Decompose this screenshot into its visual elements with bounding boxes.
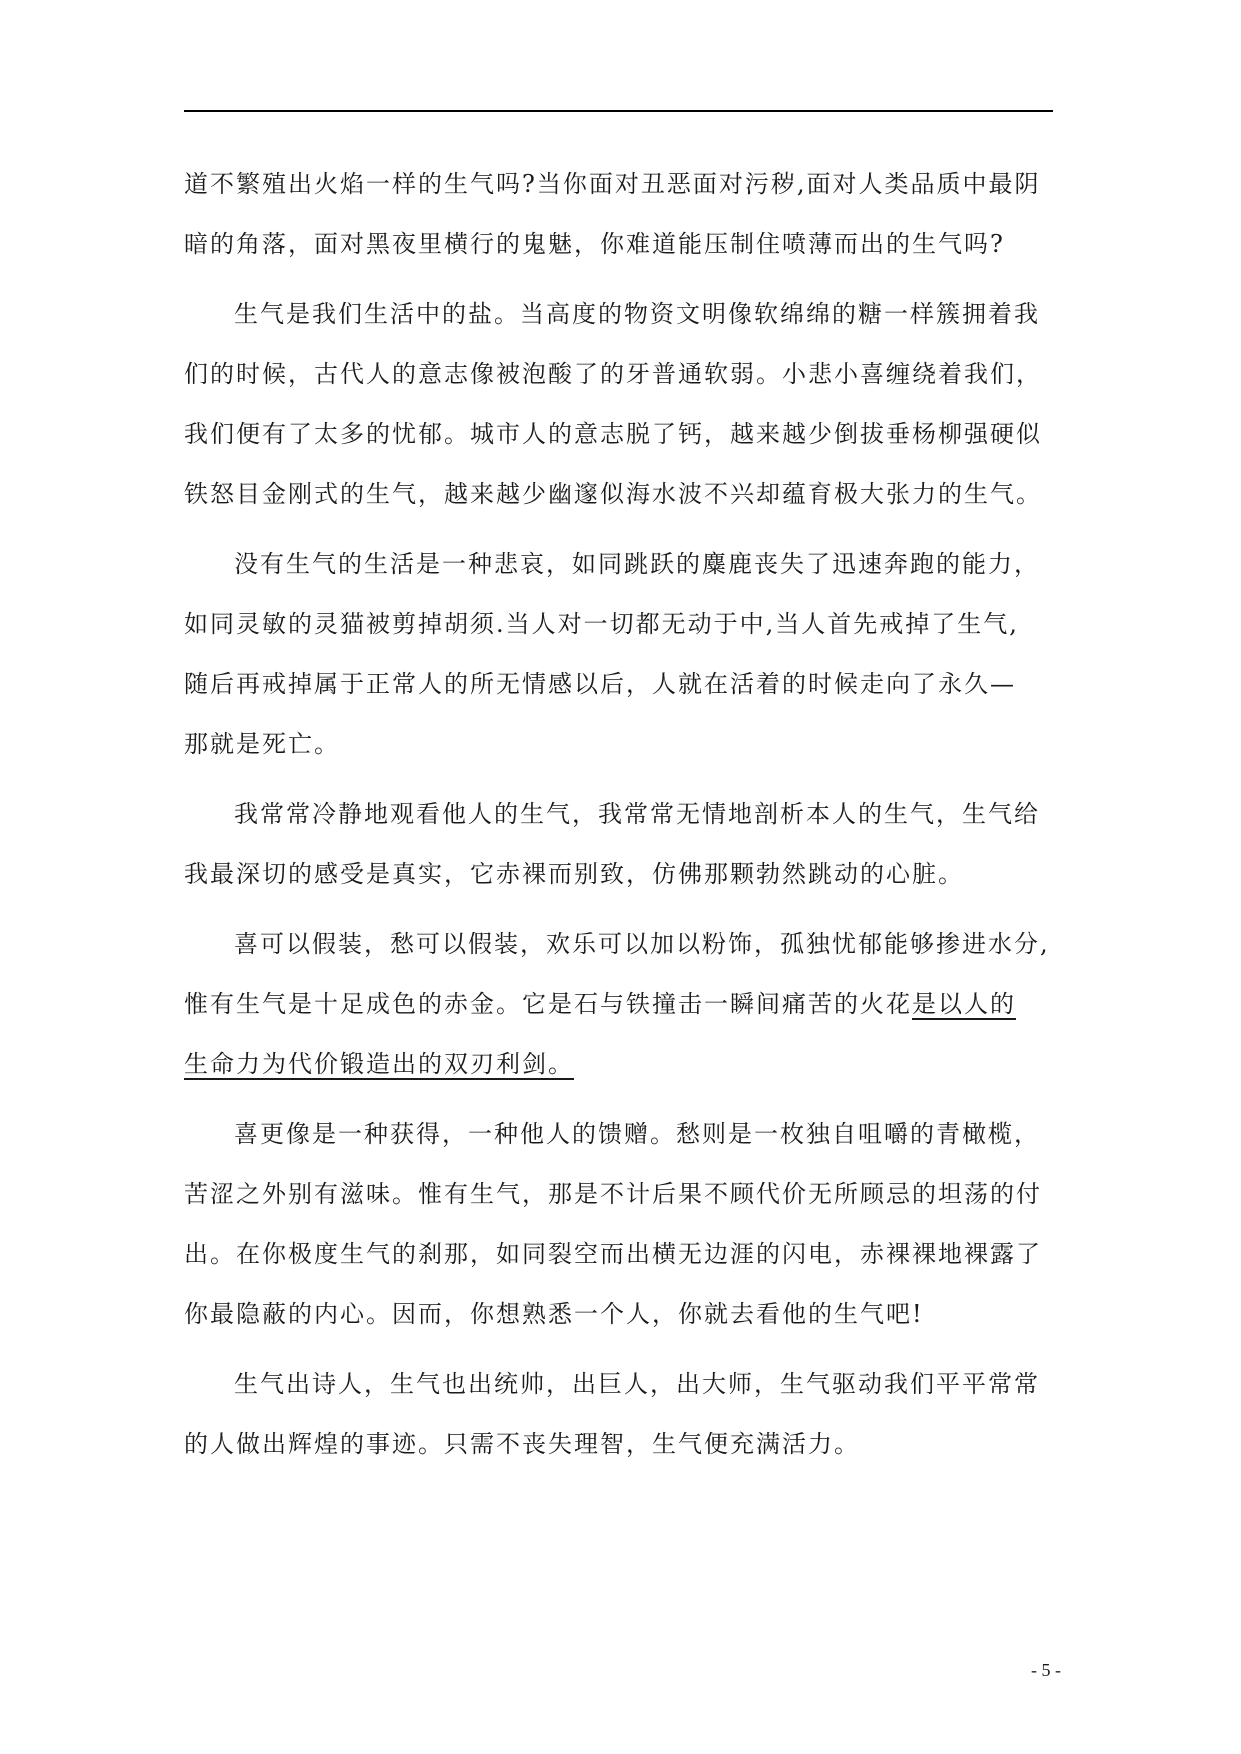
text-line: 生气出诗人，生气也出统帅，出巨人，出大师，生气驱动我们平平常常: [234, 1370, 1040, 1398]
text-line: 苦涩之外别有滋味。惟有生气，那是不计后果不顾代价无所顾忌的坦荡的付: [184, 1180, 1042, 1208]
text-line: 没有生气的生活是一种悲哀，如同跳跃的麋鹿丧失了迅速奔跑的能力，: [234, 550, 1040, 578]
text-line: 喜更像是一种获得，一种他人的馈赠。愁则是一枚独自咀嚼的青橄榄，: [234, 1120, 1040, 1148]
text-line: 那就是死亡。: [184, 730, 340, 758]
page-number: - 5 -: [1031, 1660, 1061, 1680]
text-line: 道不繁殖出火焰一样的生气吗?当你面对丑恶面对污秽,面对人类品质中最阴: [184, 170, 1041, 198]
text-line: 出。在你极度生气的刹那，如同裂空而出横无边涯的闪电，赤裸裸地裸露了: [184, 1240, 1042, 1268]
text-line: 们的时候，古代人的意志像被泡酸了的牙普通软弱。小悲小喜缠绕着我们，: [184, 360, 1042, 388]
text-line: [184, 974, 1084, 1034]
text-line: 暗的角落，面对黑夜里横行的鬼魅，你难道能压制住喷薄而出的生气吗?: [184, 230, 1005, 258]
text-line: 生气是我们生活中的盐。当高度的物资文明像软绵绵的糖一样簇拥着我: [234, 300, 1040, 328]
text-segment: 惟有生气是十足成色的赤金。它是石与铁撞击一瞬间痛苦的火花: [184, 990, 912, 1018]
text-line: 我最深切的感受是真实，它赤裸而别致，仿佛那颗勃然跳动的心脏。: [184, 860, 964, 888]
text-line: 喜可以假装，愁可以假装，欢乐可以加以粉饰，孤独忧郁能够掺进水分,: [234, 930, 1050, 958]
text-line: 你最隐蔽的内心。因而，你想熟悉一个人，你就去看他的生气吧!: [184, 1300, 924, 1328]
text-line: 我们便有了太多的忧郁。城市人的意志脱了钙，越来越少倒拔垂杨柳强硬似: [184, 420, 1042, 448]
text-line: 随后再戒掉属于正常人的所无情感以后，人就在活着的时候走向了永久—: [184, 670, 1016, 698]
text-line: 如同灵敏的灵猫被剪掉胡须.当人对一切都无动于中,当人首先戒掉了生气,: [184, 610, 1019, 638]
underlined-text-line: 生命力为代价锻造出的双刃利剑。: [184, 1050, 574, 1078]
header-rule: [184, 110, 1053, 112]
text-line: 我常常冷静地观看他人的生气，我常常无情地剖析本人的生气，生气给: [234, 800, 1040, 828]
text-line: 的人做出辉煌的事迹。只需不丧失理智，生气便充满活力。: [184, 1430, 860, 1458]
underlined-text: 是以人的: [912, 990, 1016, 1018]
document-body: [184, 154, 1084, 1474]
text-line: 铁怒目金刚式的生气，越来越少幽邃似海水波不兴却蕴育极大张力的生气。: [184, 480, 1042, 508]
